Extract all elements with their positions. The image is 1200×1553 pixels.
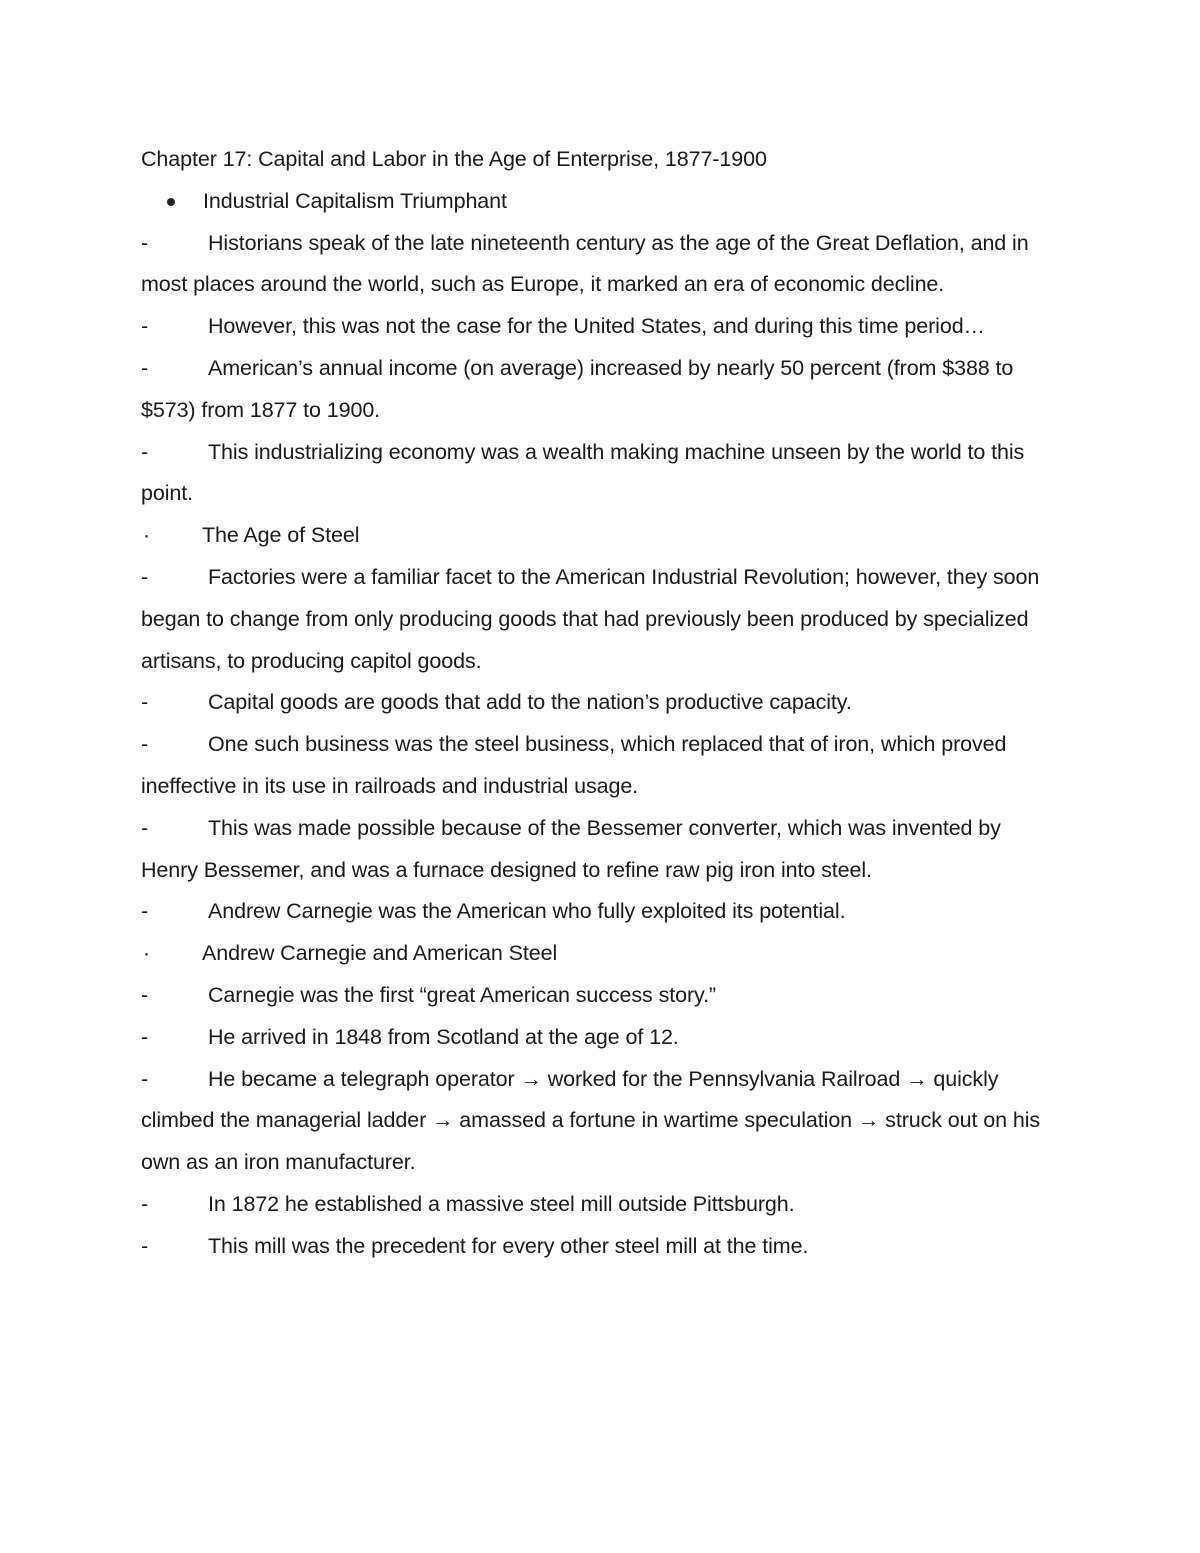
bullet-heading bbox=[141, 181, 1061, 223]
note-text: Capital goods are goods that add to the nation’s productive capacity. bbox=[208, 690, 852, 715]
note-item bbox=[141, 306, 1061, 348]
note-text: This industrializing economy was a wealth making machine unseen by the world to this point. bbox=[141, 439, 1025, 506]
dash-marker: - bbox=[141, 690, 149, 715]
dash-marker: - bbox=[141, 564, 149, 589]
note-item bbox=[141, 348, 1061, 432]
section-heading bbox=[141, 515, 1061, 557]
document-content bbox=[141, 139, 1061, 1268]
note-text: American’s annual income (on average) increased by nearly 50 percent (from $388 to $573) from 1877 to 1900. bbox=[141, 355, 1014, 422]
note-text: One such business was the steel business, which replaced that of iron, which proved ineffective in its use in railroads and industrial usage. bbox=[141, 732, 1007, 798]
note-item bbox=[141, 808, 1061, 892]
note-text: He became a telegraph operator → worked for the Pennsylvania Railroad → quickly climbed the managerial ladder → amassed a fortune in wartime speculation → struck out on his own as an iron manufacturer. bbox=[141, 1066, 1041, 1175]
note-item bbox=[141, 557, 1061, 682]
note-item bbox=[141, 682, 1061, 724]
dash-marker: - bbox=[141, 439, 149, 464]
chapter-title: Chapter 17: Capital and Labor in the Age of Enterprise, 1877-1900 bbox=[141, 147, 767, 171]
note-item bbox=[141, 891, 1061, 933]
note-text: However, this was not the case for the United States, and during this time period… bbox=[208, 314, 985, 339]
dash-marker: - bbox=[141, 982, 149, 1007]
dash-marker: - bbox=[141, 230, 149, 255]
note-text: This was made possible because of the Bessemer converter, which was invented by Henry Bessemer, and was a furnace designed to refine raw pig iron into steel. bbox=[141, 815, 1001, 882]
note-text: This mill was the precedent for every other steel mill at the time. bbox=[208, 1233, 809, 1258]
note-text: In 1872 he established a massive steel mill outside Pittsburgh. bbox=[208, 1191, 795, 1216]
dash-marker: - bbox=[141, 355, 149, 380]
note-text: Carnegie was the first “great American success story.” bbox=[208, 982, 716, 1007]
bullet-heading-text: Industrial Capitalism Triumphant bbox=[203, 188, 507, 213]
bullet-dot-icon bbox=[167, 198, 175, 206]
section-heading-text: Andrew Carnegie and American Steel bbox=[202, 941, 558, 966]
note-text: Andrew Carnegie was the American who fully exploited its potential. bbox=[208, 899, 846, 924]
section-heading bbox=[141, 933, 1061, 975]
section-heading-text: The Age of Steel bbox=[202, 523, 360, 548]
dash-marker: - bbox=[141, 314, 149, 339]
section-marker: · bbox=[143, 941, 151, 966]
note-item bbox=[141, 1017, 1061, 1059]
note-item bbox=[141, 1184, 1061, 1226]
note-item bbox=[141, 1059, 1061, 1184]
dash-marker: - bbox=[141, 1024, 149, 1049]
notes-body bbox=[141, 181, 1061, 1268]
dash-marker: - bbox=[141, 732, 149, 757]
note-item bbox=[141, 1226, 1061, 1268]
dash-marker: - bbox=[141, 1191, 149, 1216]
note-text: Factories were a familiar facet to the American Industrial Revolution; however, they soon began to change from only producing goods that had previously been produced by specialized artisans, to producing capitol goods. bbox=[141, 564, 1040, 673]
note-item bbox=[141, 223, 1061, 307]
dash-marker: - bbox=[141, 1233, 149, 1258]
dash-marker: - bbox=[141, 899, 149, 924]
section-marker: · bbox=[143, 523, 151, 548]
note-item bbox=[141, 724, 1061, 808]
note-text: He arrived in 1848 from Scotland at the age of 12. bbox=[208, 1024, 679, 1049]
note-item bbox=[141, 975, 1061, 1017]
dash-marker: - bbox=[141, 1066, 149, 1091]
note-item bbox=[141, 432, 1061, 516]
note-text: Historians speak of the late nineteenth century as the age of the Great Deflation, and in most places around the world, such as Europe, it marked an era of economic decline. bbox=[141, 230, 1029, 297]
dash-marker: - bbox=[141, 815, 149, 840]
